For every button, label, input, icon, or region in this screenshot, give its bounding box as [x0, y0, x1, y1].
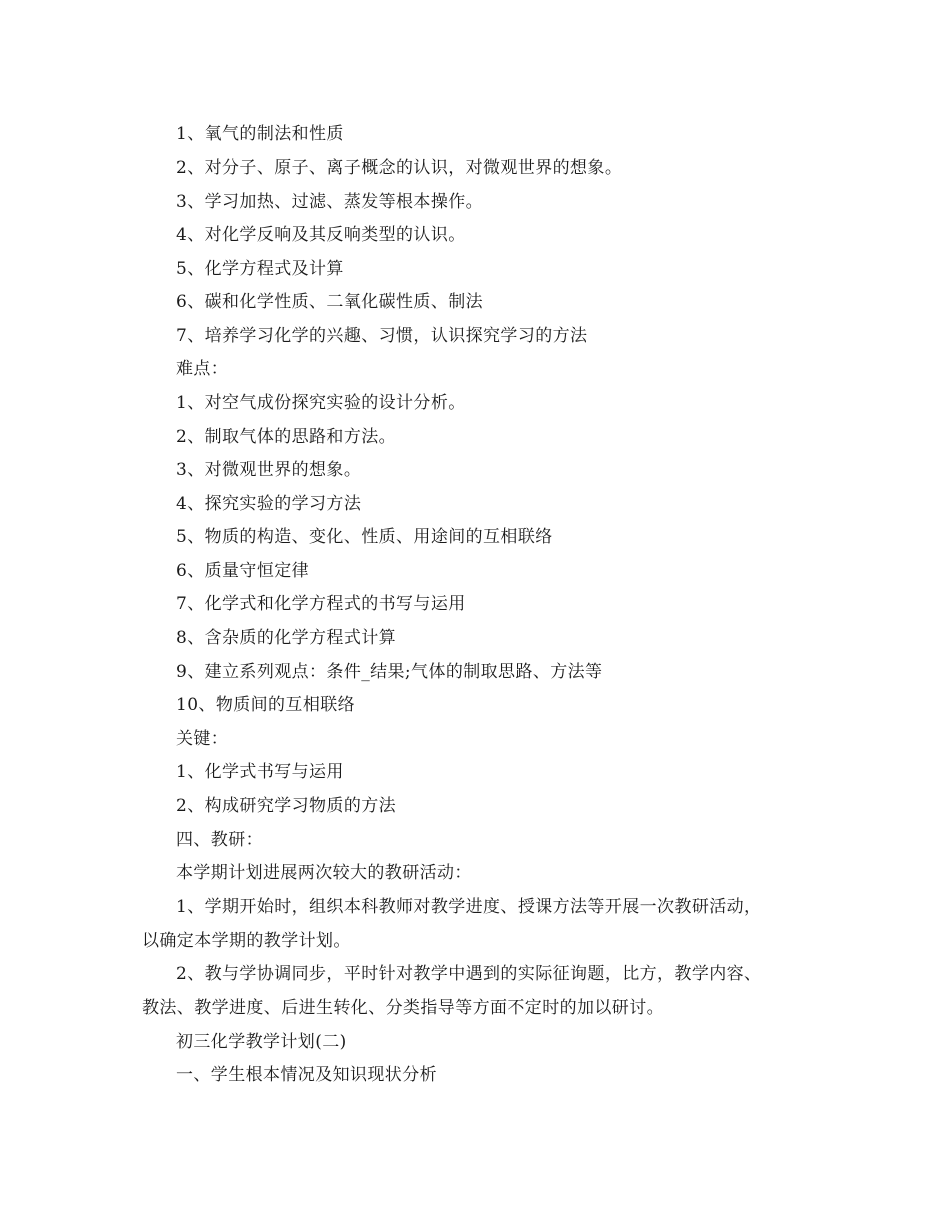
text-line: 6、碳和化学性质、二氧化碳性质、制法 [176, 292, 484, 312]
section-heading-teaching-research: 四、教研： [176, 830, 263, 850]
paragraph-1-line-1: 1、学期开始时，组织本科教师对教学进度、授课方法等开展一次教研活动， [176, 897, 762, 917]
text-line: 3、学习加热、过滤、蒸发等根本操作。 [176, 192, 484, 212]
text-line: 4、探究实验的学习方法 [176, 494, 362, 514]
paragraph-2-line-2: 教法、教学进度、后进生转化、分类指导等方面不定时的加以研讨。 [142, 998, 664, 1018]
text-line: 1、化学式书写与运用 [176, 762, 344, 782]
document-heading-plan-two: 初三化学教学计划(二) [176, 1032, 347, 1052]
text-line: 5、物质的构造、变化、性质、用途间的互相联络 [176, 527, 553, 547]
text-line: 9、建立系列观点：条件_结果;气体的制取思路、方法等 [176, 662, 603, 682]
text-line: 4、对化学反响及其反响类型的认识。 [176, 225, 466, 245]
text-line: 3、对微观世界的想象。 [176, 460, 362, 480]
section-label-difficulties: 难点： [176, 359, 229, 379]
text-line: 1、氧气的制法和性质 [176, 124, 344, 144]
text-line: 2、制取气体的思路和方法。 [176, 427, 397, 447]
text-line: 10、物质间的互相联络 [176, 695, 356, 715]
text-line: 7、培养学习化学的兴趣、习惯，认识探究学习的方法 [176, 326, 588, 346]
paragraph-2-line-1: 2、教与学协调同步，平时针对教学中遇到的实际征询题，比方，教学内容、 [176, 964, 762, 984]
text-line: 2、构成研究学习物质的方法 [176, 796, 397, 816]
text-line: 5、化学方程式及计算 [176, 259, 344, 279]
section-label-key-points: 关键： [176, 729, 229, 749]
text-line: 7、化学式和化学方程式的书写与运用 [176, 594, 466, 614]
text-line: 本学期计划进展两次较大的教研活动： [176, 863, 472, 883]
text-line: 6、质量守恒定律 [176, 561, 310, 581]
section-heading-student-situation: 一、学生根本情况及知识现状分析 [176, 1065, 437, 1085]
paragraph-1-line-2: 以确定本学期的教学计划。 [142, 931, 351, 951]
text-line: 2、对分子、原子、离子概念的认识，对微观世界的想象。 [176, 158, 623, 178]
text-line: 1、对空气成份探究实验的设计分析。 [176, 393, 466, 413]
text-line: 8、含杂质的化学方程式计算 [176, 628, 397, 648]
